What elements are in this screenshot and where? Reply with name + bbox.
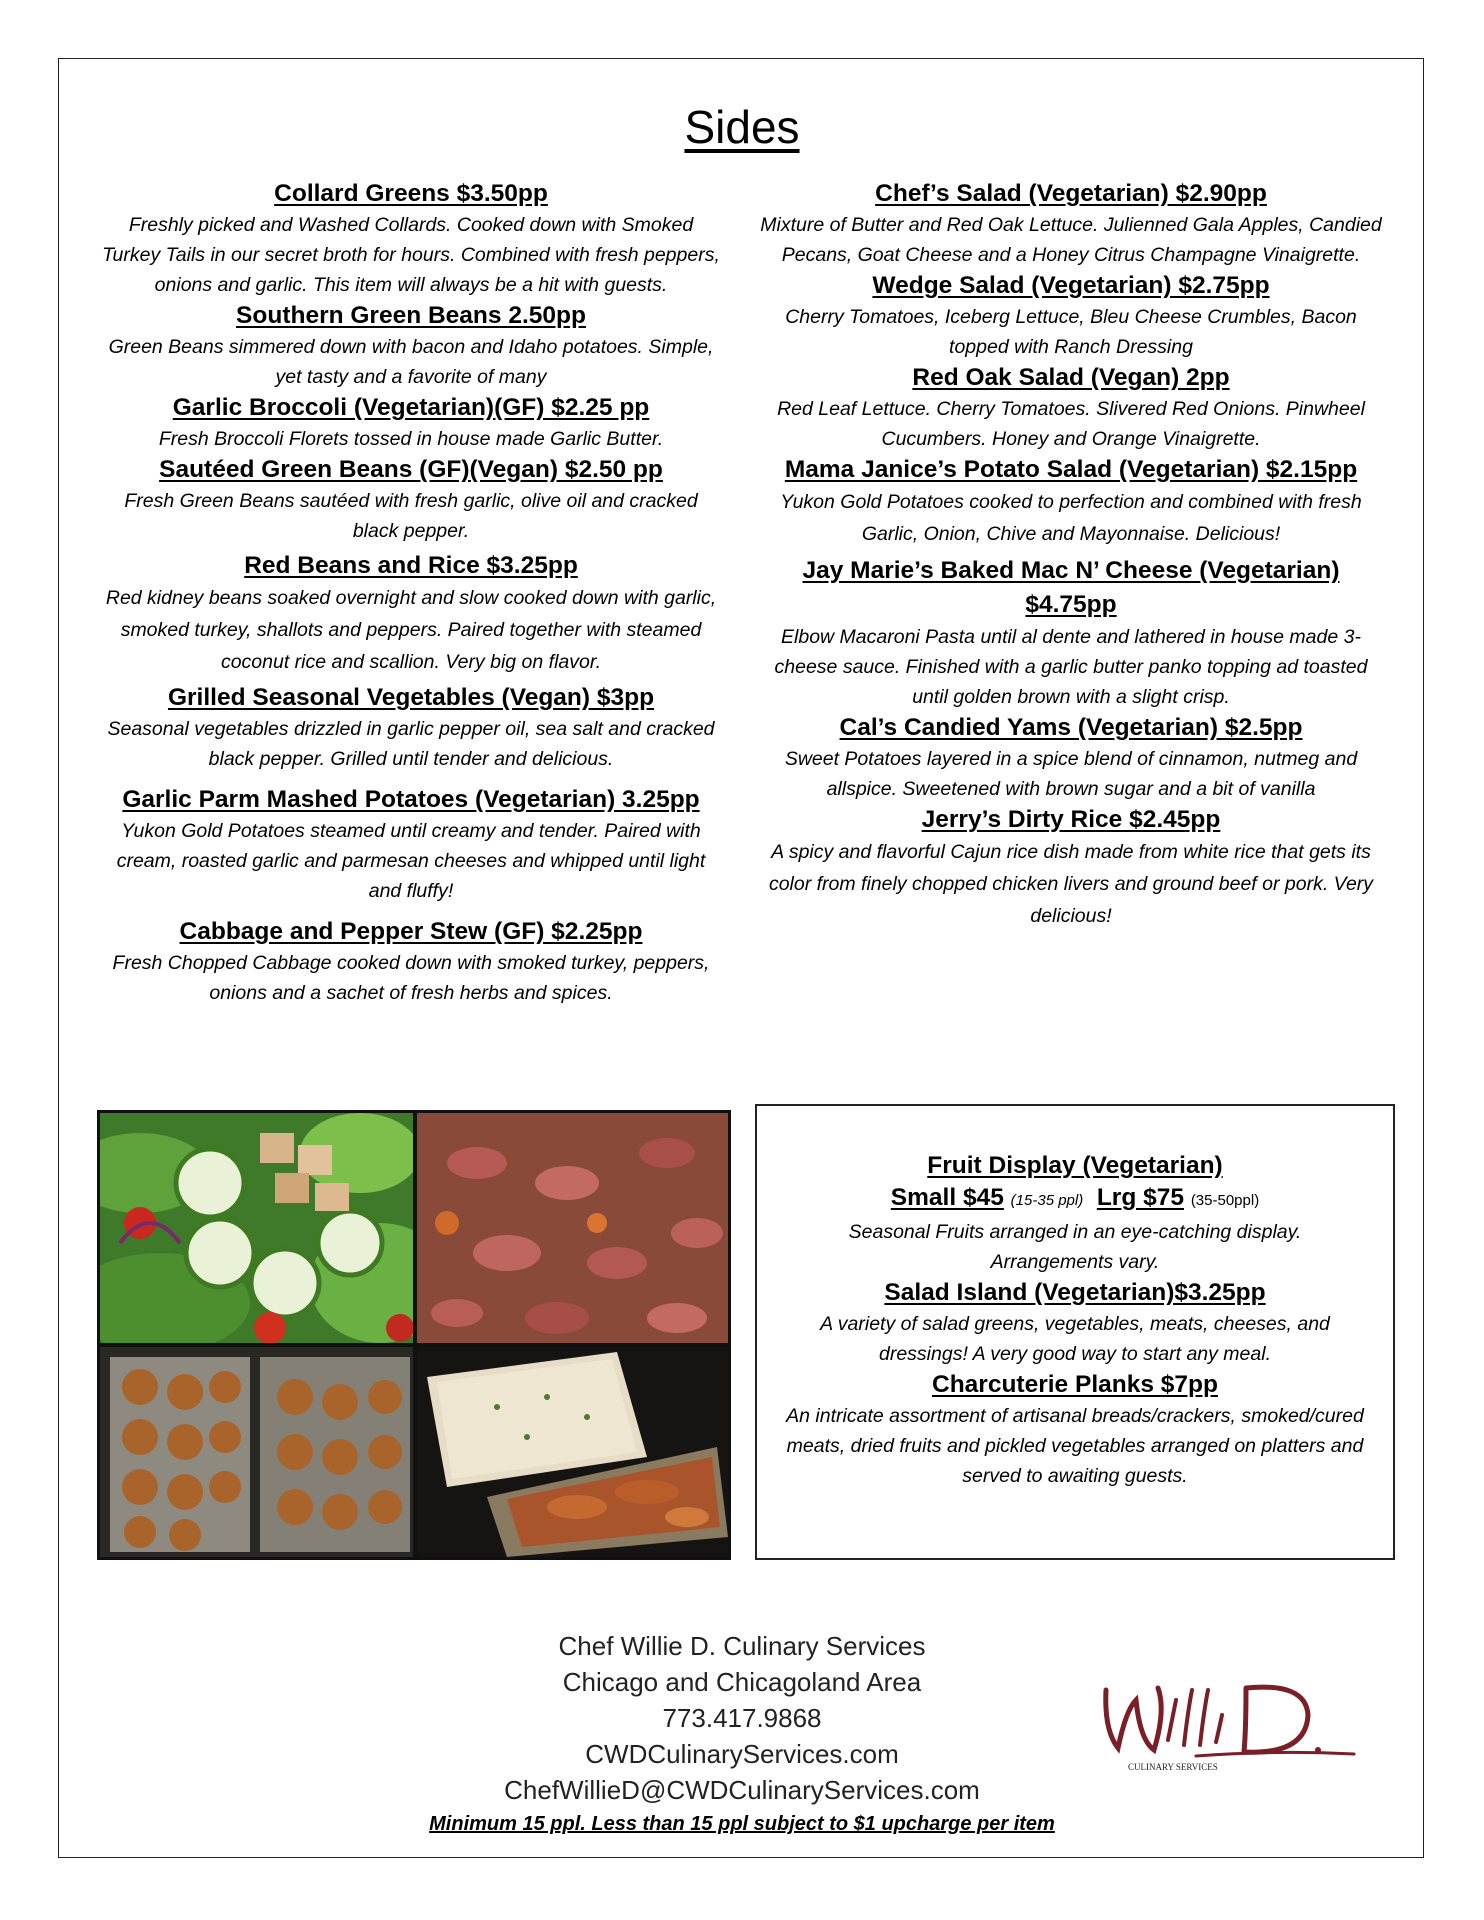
logo-tagline: CULINARY SERVICES	[1128, 1762, 1218, 1772]
item-description: A spicy and flavorful Cajun rice dish made from white rice that gets its color from finely chopped chicken livers and ground beef or pork. Very delicious!	[768, 841, 1374, 927]
menu-item	[100, 682, 722, 774]
company-name: Chef Willie D. Culinary Services	[558, 1631, 926, 1661]
item-description: Fresh Chopped Cabbage cooked down with smoked turkey, peppers, onions and a sachet of fresh herbs and spices.	[112, 952, 710, 1004]
fruit-display-description: Seasonal Fruits arranged in an eye-catching display. Arrangements vary.	[848, 1221, 1302, 1273]
special-items-box	[755, 1104, 1395, 1560]
item-name: Garlic Parm Mashed Potatoes (Vegetarian) 3.25pp	[122, 786, 700, 813]
item-description: Cherry Tomatoes, Iceberg Lettuce, Bleu Cheese Crumbles, Bacon topped with Ranch Dressing	[785, 306, 1357, 358]
item-description: Fresh Green Beans sautéed with fresh garlic, olive oil and cracked black pepper.	[124, 490, 698, 542]
menu-item	[100, 916, 722, 1008]
menu-item	[100, 550, 722, 678]
email: ChefWillieD@CWDCulinaryServices.com	[504, 1775, 980, 1805]
salad-photo	[100, 1113, 413, 1343]
mashed-potatoes-photo	[417, 1347, 728, 1557]
large-serving-note: (35-50ppl)	[1190, 1192, 1260, 1209]
food-photo-collage	[97, 1110, 731, 1560]
item-description: Green Beans simmered down with bacon and Idaho potatoes. Simple, yet tasty and a favorite of many	[108, 336, 714, 388]
small-price: Small $45	[890, 1184, 1004, 1211]
menu-item	[760, 454, 1382, 550]
page-title: Sides	[684, 101, 800, 153]
website: CWDCulinaryServices.com	[585, 1739, 899, 1769]
item-name: Grilled Seasonal Vegetables (Vegan) $3pp	[167, 684, 655, 711]
menu-item	[760, 804, 1382, 932]
fruit-display-name: Fruit Display (Vegetarian)	[927, 1152, 1223, 1179]
item-description: Seasonal vegetables drizzled in garlic pepper oil, sea salt and cracked black pepper. Grilled until tender and delicious.	[107, 718, 715, 770]
left-column	[100, 178, 722, 1008]
menu-item	[760, 270, 1382, 362]
item-description: Fresh Broccoli Florets tossed in house made Garlic Butter.	[158, 428, 664, 450]
item-description: Elbow Macaroni Pasta until al dente and lathered in house made 3-cheese sauce. Finished with a garlic butter panko topping ad toasted until golden brown with a slight crisp.	[774, 626, 1368, 708]
item-name: Collard Greens $3.50pp	[274, 180, 548, 207]
salad-island-name: Salad Island (Vegetarian)$3.25pp	[884, 1279, 1266, 1306]
item-description: Red Leaf Lettuce. Cherry Tomatoes. Slivered Red Onions. Pinwheel Cucumbers. Honey and Orange Vinaigrette.	[777, 398, 1365, 450]
meatballs-photo	[100, 1347, 413, 1557]
right-column	[760, 178, 1382, 932]
willie-d-logo	[1096, 1670, 1356, 1780]
item-name: Cal’s Candied Yams (Vegetarian) $2.5pp	[839, 714, 1303, 741]
red-beans-photo	[417, 1113, 728, 1343]
item-description: Sweet Potatoes layered in a spice blend of cinnamon, nutmeg and allspice. Sweetened with brown sugar and a bit of vanilla	[784, 748, 1358, 800]
charcuterie-name: Charcuterie Planks $7pp	[932, 1371, 1218, 1398]
item-description: Yukon Gold Potatoes cooked to perfection and combined with fresh Garlic, Onion, Chive and Mayonnaise. Delicious!	[780, 491, 1362, 545]
item-name: Wedge Salad (Vegetarian) $2.75pp	[872, 272, 1270, 299]
item-description: Freshly picked and Washed Collards. Cooked down with Smoked Turkey Tails in our secret broth for hours. Combined with fresh peppers, onions and garlic. This item will always be a hit with guests.	[102, 214, 720, 296]
menu-item	[100, 454, 722, 546]
item-name: Red Oak Salad (Vegan) 2pp	[912, 364, 1230, 391]
item-description: Mixture of Butter and Red Oak Lettuce. Julienned Gala Apples, Candied Pecans, Goat Cheese and a Honey Citrus Champagne Vinaigrette.	[760, 214, 1382, 266]
item-name: Mama Janice’s Potato Salad (Vegetarian) $2.15pp	[784, 456, 1358, 483]
minimum-order-note: Minimum 15 ppl. Less than 15 ppl subject to $1 upcharge per item	[429, 1813, 1055, 1835]
item-description: Yukon Gold Potatoes steamed until creamy and tender. Paired with cream, roasted garlic and parmesan cheeses and whipped until light and fluffy!	[116, 820, 706, 902]
phone-number: 773.417.9868	[662, 1703, 822, 1733]
item-name: Jay Marie’s Baked Mac N’ Cheese (Vegetarian) $4.75pp	[802, 557, 1340, 618]
small-serving-note: (15-35 ppl)	[1010, 1192, 1084, 1209]
menu-item	[100, 300, 722, 392]
service-area: Chicago and Chicagoland Area	[562, 1667, 922, 1697]
fruit-display-prices	[757, 1182, 1393, 1217]
large-price: Lrg $75	[1096, 1184, 1184, 1211]
item-name: Garlic Broccoli (Vegetarian)(GF) $2.25 pp	[172, 394, 650, 421]
item-name: Jerry’s Dirty Rice $2.45pp	[921, 806, 1221, 833]
menu-item	[760, 712, 1382, 804]
item-name: Red Beans and Rice $3.25pp	[244, 552, 578, 579]
charcuterie-description: An intricate assortment of artisanal breads/crackers, smoked/cured meats, dried fruits and pickled vegetables arranged on platters and served to awaiting guests.	[786, 1405, 1364, 1487]
item-description: Red kidney beans soaked overnight and slow cooked down with garlic, smoked turkey, shallots and peppers. Paired together with steamed coconut rice and scallion. Very big on flavor.	[105, 587, 717, 673]
item-name: Chef’s Salad (Vegetarian) $2.90pp	[875, 180, 1267, 207]
menu-item	[760, 554, 1382, 712]
menu-item	[100, 392, 722, 454]
menu-item	[100, 784, 722, 906]
menu-item	[760, 178, 1382, 270]
item-name: Cabbage and Pepper Stew (GF) $2.25pp	[179, 918, 643, 945]
item-name: Sautéed Green Beans (GF)(Vegan) $2.50 pp	[159, 456, 663, 483]
menu-item	[760, 362, 1382, 454]
menu-item	[100, 178, 722, 300]
item-name: Southern Green Beans 2.50pp	[236, 302, 586, 329]
salad-island-description: A variety of salad greens, vegetables, meats, cheeses, and dressings! A very good way to start any meal.	[820, 1313, 1330, 1365]
